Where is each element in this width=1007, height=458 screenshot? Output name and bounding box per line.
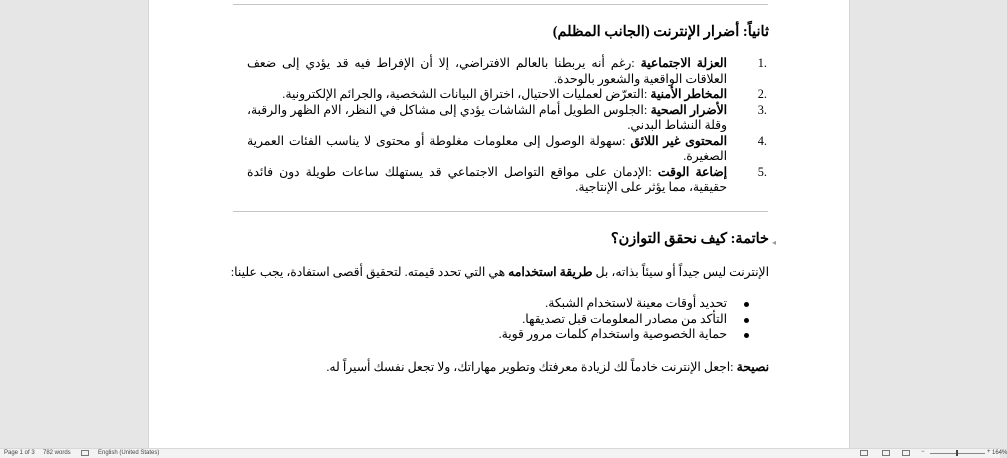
word-count[interactable]: 782 words (43, 450, 71, 456)
status-bar (0, 448, 1007, 458)
intro-paragraph: الإنترنت ليس جيداً أو سيئاً بذاته، بل طريقة استخدامه هي التي تحدد قيمته. لتحقيق أقصى استفادة، يجب علينا: (230, 265, 769, 279)
proofing-icon[interactable] (81, 450, 89, 456)
list-item: .2 المخاطر الأمنية :التعرّض لعمليات الاحتيال، اختراق البيانات الشخصية، والجرائم الإلكترونية. (282, 87, 767, 101)
list-item: .3 الأضرار الصحية :الجلوس الطويل أمام الشاشات يؤدي إلى مشاكل في النظر، الام الظهر والرقبة، وقلة النشاط البدني. (247, 102, 767, 132)
tips-list (247, 296, 767, 343)
read-mode-icon[interactable] (860, 450, 868, 456)
language-indicator[interactable]: English (United States) (98, 450, 160, 456)
list-item: تحديد أوقات معينة لاستخدام الشبكة. (247, 296, 767, 312)
zoom-out-icon[interactable]: − (921, 449, 925, 455)
page-count[interactable]: Page 1 of 3 (4, 450, 35, 456)
item-text: :سهولة الوصول إلى معلومات مغلوطة أو محتوى لا يناسب الفئات العمرية الصغيرة. (247, 133, 727, 163)
item-term: العزلة الاجتماعية (640, 56, 727, 70)
zoom-in-icon[interactable]: + (987, 449, 991, 455)
bullet-icon (744, 333, 749, 338)
section-heading-conclusion: خاتمة: كيف نحقق التوازن؟ (610, 231, 769, 247)
print-layout-icon[interactable] (882, 450, 890, 456)
item-text: :التعرّض لعمليات الاحتيال، اختراق البيانات الشخصية، والجرائم الإلكترونية. (282, 87, 651, 101)
zoom-slider-thumb[interactable] (956, 450, 958, 456)
item-text: :الإدمان على مواقع التواصل الاجتماعي قد يستهلك ساعات طويلة دون فائدة حقيقية، مما يؤثر على الإنتاجية. (247, 164, 727, 194)
item-term: المحتوى غير اللائق (630, 133, 727, 148)
web-layout-icon[interactable] (902, 450, 910, 456)
advice-paragraph: نصيحة :اجعل الإنترنت خادماً لك لزيادة معرفتك وتطوير مهاراتك، ولا تجعل نفسك أسيراً له. (326, 360, 769, 374)
list-item: التأكد من مصادر المعلومات قبل تصديقها. (247, 312, 767, 328)
list-item: حماية الخصوصية واستخدام كلمات مرور قوية. (247, 327, 767, 343)
bullet-icon (744, 318, 749, 323)
zoom-level[interactable]: 164% (992, 450, 1007, 456)
bullet-icon (744, 302, 749, 307)
paragraph-mark-icon: ◂ (771, 238, 776, 247)
harms-list (247, 56, 767, 196)
item-text: :الجلوس الطويل أمام الشاشات يؤدي إلى مشاكل في النظر، الام الظهر والرقبة، وقلة النشاط البدني. (247, 102, 727, 132)
list-item: .1 العزلة الاجتماعية :رغم أنه يربطنا بالعالم الافتراضي، إلا أن الإفراط فيه قد يؤدي إلى ضعف العلاقات الواقعية والشعور بالوحدة. (247, 56, 767, 86)
list-item: .5 إضاعة الوقت :الإدمان على مواقع التواصل الاجتماعي قد يستهلك ساعات طويلة دون فائدة حقيقية، مما يؤثر على الإنتاجية. (247, 164, 767, 194)
section-heading-harms: ثانياً: أضرار الإنترنت (الجانب المظلم) (552, 24, 769, 40)
horizontal-rule (233, 4, 768, 5)
item-term: إضاعة الوقت (657, 164, 727, 179)
item-term: المخاطر الأمنية (650, 87, 727, 101)
item-term: الأضرار الصحية (650, 102, 728, 117)
item-text: :رغم أنه يربطنا بالعالم الافتراضي، إلا أن الإفراط فيه قد يؤدي إلى ضعف العلاقات الواقعية والشعور بالوحدة. (247, 56, 727, 86)
horizontal-rule (233, 211, 768, 212)
document-page[interactable] (148, 0, 850, 448)
list-item: .4 المحتوى غير اللائق :سهولة الوصول إلى معلومات مغلوطة أو محتوى لا يناسب الفئات العمرية الصغيرة. (247, 133, 767, 163)
